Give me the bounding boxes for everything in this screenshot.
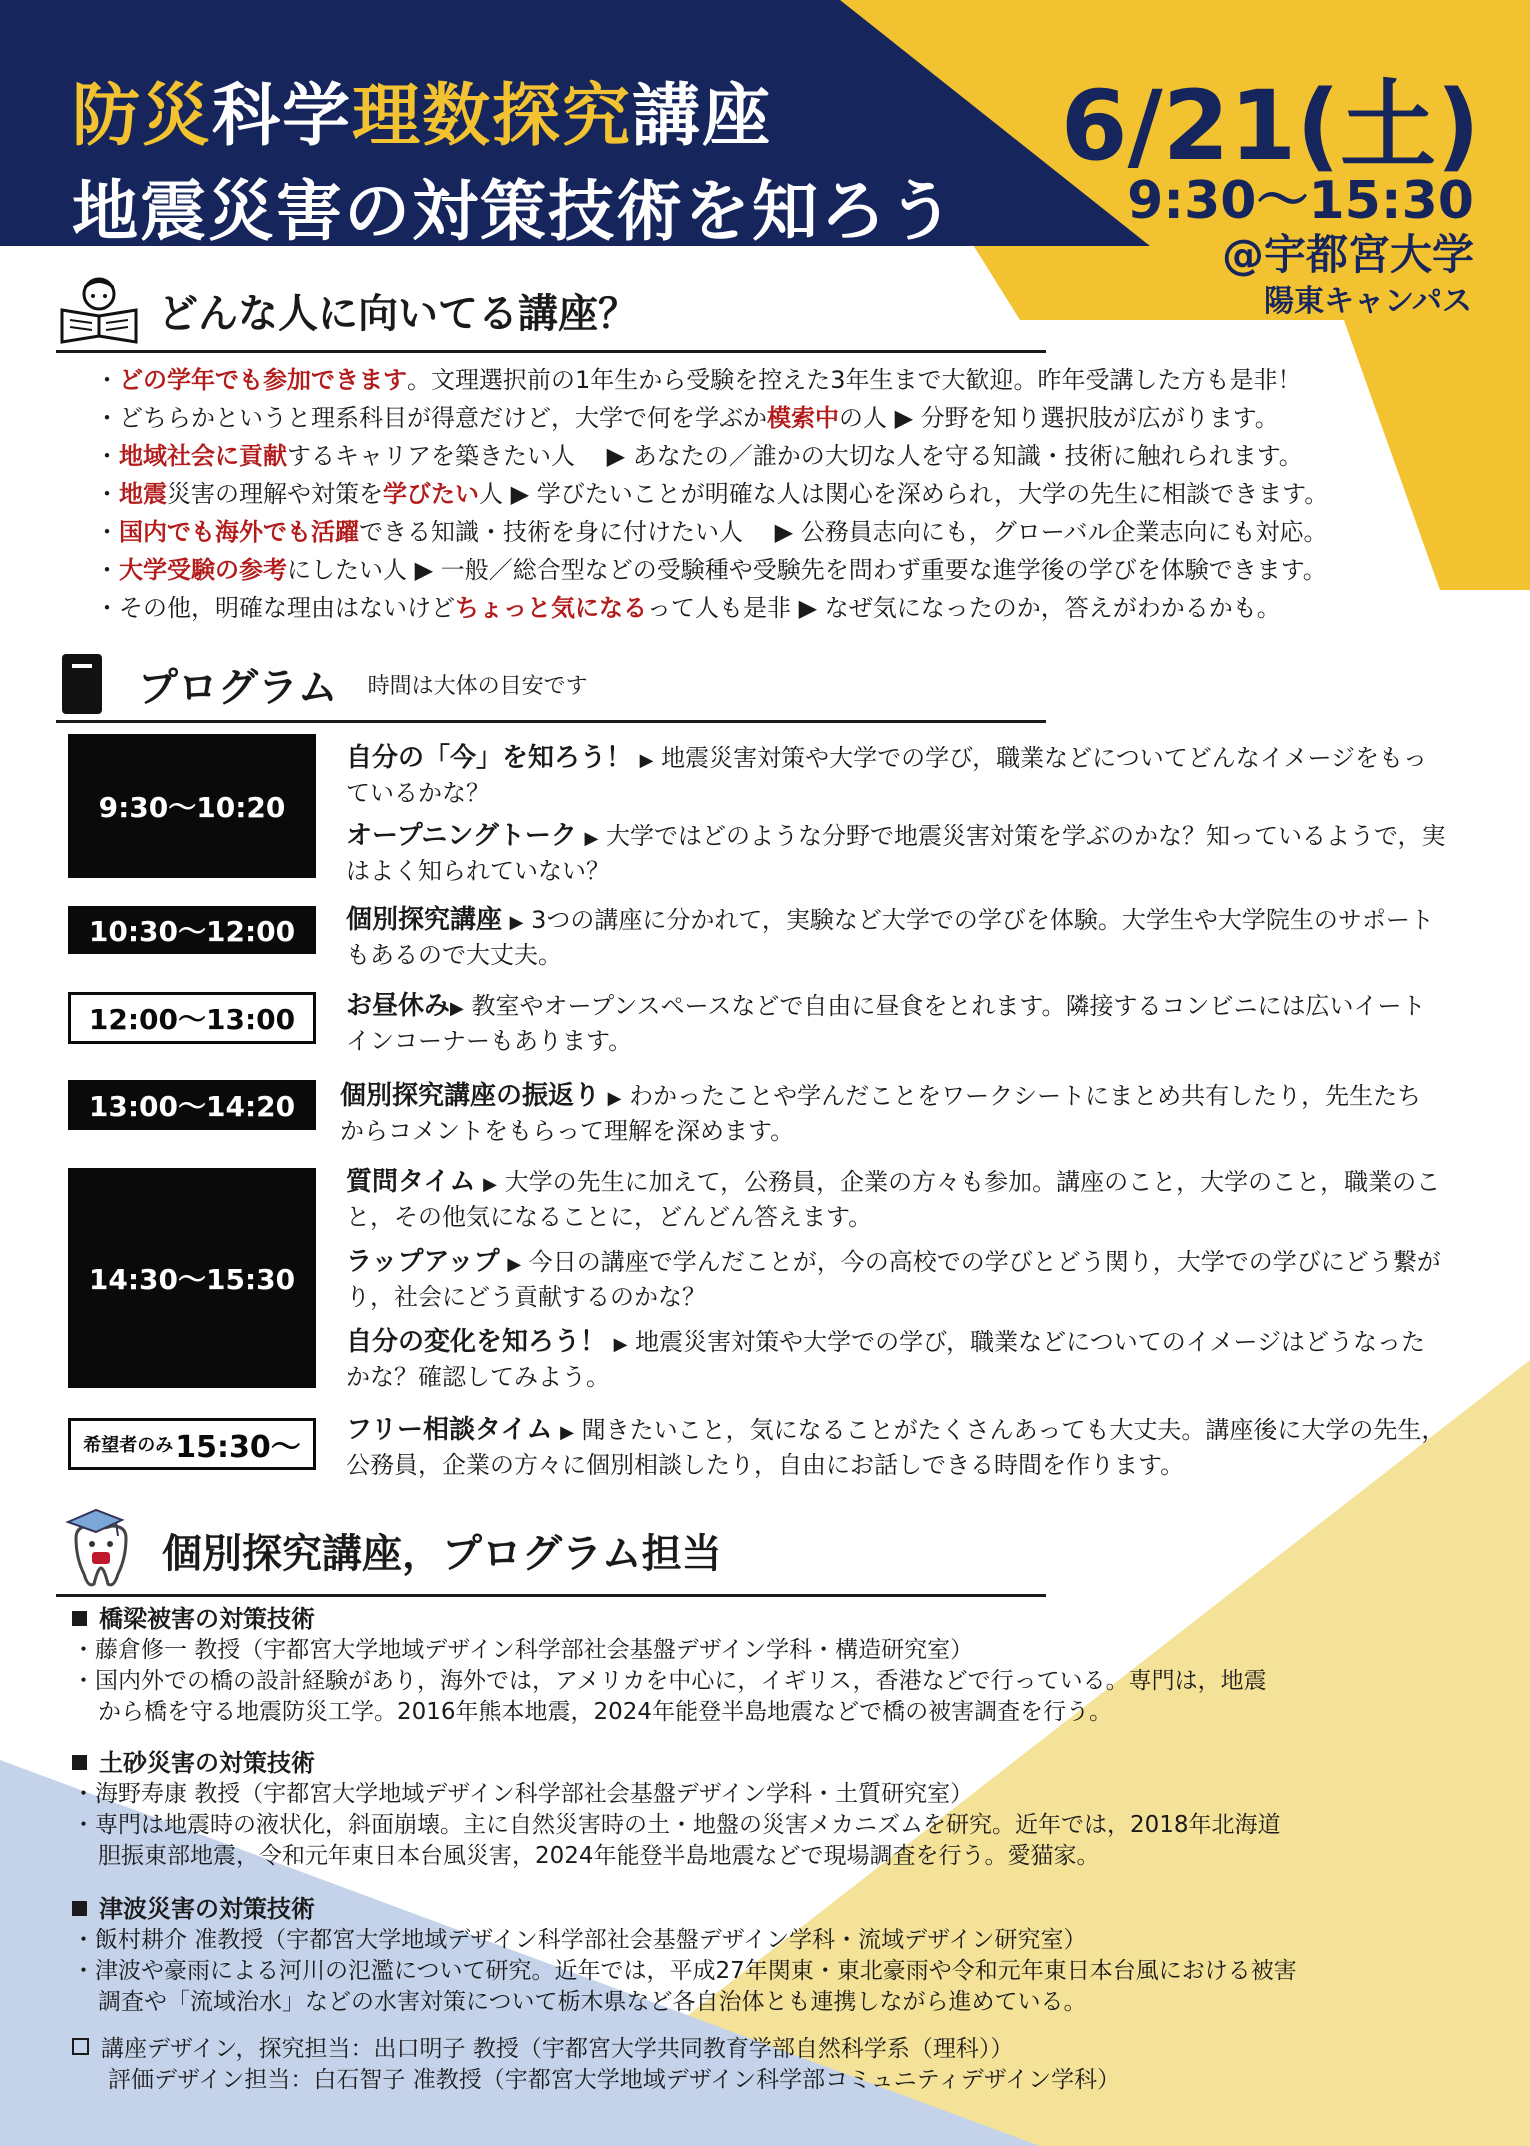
highlight-text: 学びたい <box>383 480 479 508</box>
bullet-text: って人も是非 ▶ なぜ気になったのか，答えがわかるかも。 <box>647 594 1281 622</box>
program-title: プログラム <box>138 664 338 711</box>
highlight-text: どの学年でも参加できます <box>119 366 407 394</box>
program-entry-3: 個別探究講座 ▶ 3つの講座に分かれて，実験など大学での学びを体験。大学生や大学院生のサポートもあるので大丈夫。 <box>346 905 1434 969</box>
document-icon <box>56 652 108 716</box>
bullet-text: ・どちらかというと理系科目が得意だけど，大学で何を学ぶか <box>95 404 767 432</box>
highlight-text: 地震 <box>119 480 167 508</box>
audience-bullet <box>95 400 1279 436</box>
highlight-text: 模索中 <box>767 404 839 432</box>
bullet-text: 。文理選択前の1年生から受験を控えた3年生まで大歓迎。昨年受講した方も是非！ <box>407 366 1302 394</box>
program-entry-1: 自分の「今」を知ろう！ ▶ 地震災害対策や大学での学び，職業などについてどんなイメージをもっているかな？ <box>346 743 1427 807</box>
entry-title: 自分の変化を知ろう！ <box>346 1327 607 1357</box>
entry-title: 個別探究講座の振返り <box>340 1081 601 1111</box>
time-slot-2: 10:30～12:00 <box>68 906 316 954</box>
program-entry-5: 個別探究講座の振返り ▶ わかったことや学んだことをワークシートにまとめ共有したり，先生たちからコメントをもらって理解を深めます。 <box>340 1081 1422 1145</box>
entry-text: 地震災害対策や大学での学び，職業などについてどんなイメージをもっているかな？ <box>346 744 1427 807</box>
bullet-text: 人 ▶ 学びたいことが明確な人は関心を深められ，大学の先生に相談できます。 <box>479 480 1329 508</box>
entry-text: 3つの講座に分かれて，実験など大学での学びを体験。大学生や大学院生のサポートもあるので大丈夫。 <box>346 906 1434 969</box>
main-title <box>72 62 772 159</box>
audience-bullet <box>95 362 1302 398</box>
entry-text: 地震災害対策や大学での学び，職業などについてのイメージはどうなったかな？確認してみよう。 <box>346 1328 1425 1391</box>
highlight-text: 大学受験の参考 <box>119 556 287 584</box>
course-title: 津波災害の対策技術 <box>99 1895 315 1923</box>
course-2 <box>72 1748 1281 1872</box>
bullet-text: にしたい人 ▶ 一般／総合型などの受験種や受験先を問わず重要な進学後の学びを体験できます。 <box>287 556 1327 584</box>
course-desc-1: ・専門は地震時の液状化，斜面崩壊。主に自然災害時の土・地盤の災害メカニズムを研究。近年では，2018年北海道 <box>72 1812 1281 1838</box>
course-1 <box>72 1604 1267 1728</box>
course-desc-1: ・津波や豪雨による河川の氾濫について研究。近年では，平成27年関東・東北豪雨や令和元年東日本台風における被害 <box>72 1958 1297 1984</box>
event-campus: 陽東キャンパス <box>1264 284 1472 319</box>
event-place: @宇都宮大学 <box>1221 230 1474 279</box>
highlight-text: ちょっと気になる <box>455 594 647 622</box>
audience-bullet <box>95 476 1328 512</box>
time-slot-4: 13:00～14:20 <box>68 1080 316 1130</box>
entry-title: 個別探究講座 <box>346 905 503 935</box>
design-credits <box>72 2034 1120 2096</box>
entry-text: 大学ではどのような分野で地震災害対策を学ぶのかな？知っているようで，実はよく知られていない？ <box>346 822 1446 885</box>
bullet-text: ・ <box>95 556 119 584</box>
courses-rule <box>56 1594 1046 1597</box>
program-entry-6: 質問タイム ▶ 大学の先生に加えて，公務員，企業の方々も参加。講座のこと，大学のこと，職業のこと，その他気になることに，どんどん答えます。 <box>346 1167 1441 1231</box>
entry-title: お昼休み <box>346 991 451 1021</box>
course-teacher: ・海野寿康 教授（宇都宮大学地域デザイン科学部社会基盤デザイン学科・土質研究室） <box>72 1781 974 1807</box>
entry-title: 自分の「今」を知ろう！ <box>346 743 633 773</box>
title-part-4: 講座 <box>632 77 773 156</box>
courses-title: 個別探究講座，プログラム担当 <box>162 1530 722 1577</box>
audience-bullet <box>95 438 1303 474</box>
entry-title: 質問タイム <box>346 1167 476 1197</box>
bullet-text: ・ <box>95 518 119 546</box>
course-teacher: ・飯村耕介 准教授（宇都宮大学地域デザイン科学部社会基盤デザイン学科・流域デザイン研究室） <box>72 1927 1087 1953</box>
audience-rule <box>56 350 1046 353</box>
entry-text: 聞きたいこと，気になることがたくさんあっても大丈夫。講座後に大学の先生，公務員，企業の方々に個別相談したり，自由にお話しできる時間を作ります。 <box>346 1416 1446 1479</box>
time-slot-3: 12:00～13:00 <box>68 992 316 1044</box>
bullet-text: するキャリアを築きたい人 ▶ あなたの／誰かの大切な人を守る知識・技術に触れられます。 <box>287 442 1303 470</box>
course-desc-2: 胆振東部地震，令和元年東日本台風災害，2024年能登半島地震などで現場調査を行う。愛猫家。 <box>98 1843 1100 1869</box>
title-part-2: 科学 <box>212 77 353 156</box>
event-time: 9:30～15:30 <box>1127 171 1474 231</box>
highlight-text: 地域社会に貢献 <box>119 442 287 470</box>
entry-text: 教室やオープンスペースなどで自由に昼食をとれます。隣接するコンビニには広いイートインコーナーもあります。 <box>346 992 1426 1055</box>
time-slot-6-time: 15:30～ <box>175 1430 301 1465</box>
title-part-3: 理数探究 <box>352 77 633 156</box>
highlight-text: 国内でも海外でも活躍 <box>119 518 359 546</box>
bullet-text: ・ <box>95 480 119 508</box>
title-part-1: 防災 <box>72 77 213 156</box>
design-credit-1: 講座デザイン，探究担当：出口明子 教授（宇都宮大学共同教育学部自然科学系（理科）） <box>101 2036 1014 2062</box>
course-desc-1: ・国内外での橋の設計経験があり，海外では，アメリカを中心に，イギリス，香港などで行っている。専門は，地震 <box>72 1668 1267 1694</box>
sub-title: 地震災害の対策技術を知ろう <box>72 173 956 250</box>
program-entry-2: オープニングトーク ▶ 大学ではどのような分野で地震災害対策を学ぶのかな？知っているようで，実はよく知られていない？ <box>346 821 1446 885</box>
bullet-text: 災害の理解や対策を <box>167 480 383 508</box>
audience-bullet <box>95 590 1281 626</box>
audience-bullet <box>95 514 1328 550</box>
time-slot-6 <box>68 1418 316 1470</box>
course-teacher: ・藤倉修一 教授（宇都宮大学地域デザイン科学部社会基盤デザイン学科・構造研究室） <box>72 1637 974 1663</box>
bullet-text: の人 ▶ 分野を知り選択肢が広がります。 <box>839 404 1279 432</box>
courses-header <box>56 1504 722 1596</box>
entry-text: 大学の先生に加えて，公務員，企業の方々も参加。講座のこと，大学のこと，職業のこと，その他気になることに，どんどん答えます。 <box>346 1168 1441 1231</box>
reading-person-icon <box>56 276 142 344</box>
entry-title: ラップアップ <box>346 1247 500 1277</box>
event-date: 6/21(土) <box>1060 70 1480 182</box>
course-title: 土砂災害の対策技術 <box>99 1749 315 1777</box>
time-slot-5: 14:30～15:30 <box>68 1168 316 1388</box>
entry-title: オープニングトーク <box>346 821 577 851</box>
time-slot-1: 9:30～10:20 <box>68 734 316 878</box>
program-entry-7: ラップアップ ▶ 今日の講座で学んだことが，今の高校での学びとどう関り，大学での学びにどう繋がり，社会にどう貢献するのかな？ <box>346 1247 1441 1311</box>
program-entry-4: お昼休み▶ 教室やオープンスペースなどで自由に昼食をとれます。隣接するコンビニには広いイートインコーナーもあります。 <box>346 991 1426 1055</box>
program-entry-9: フリー相談タイム ▶ 聞きたいこと，気になることがたくさんあっても大丈夫。講座後に大学の先生，公務員，企業の方々に個別相談したり，自由にお話しできる時間を作ります。 <box>346 1415 1446 1479</box>
bullet-text: できる知識・技術を身に付けたい人 ▶ 公務員志向にも，グローバル企業志向にも対応。 <box>359 518 1328 546</box>
program-header <box>56 652 588 716</box>
course-title: 橋梁被害の対策技術 <box>99 1605 315 1633</box>
audience-title: どんな人に向いてる講座？ <box>158 290 638 337</box>
entry-text: わかったことや学んだことをワークシートにまとめ共有したり，先生たちからコメントをもらって理解を深めます。 <box>340 1082 1422 1145</box>
program-rule <box>56 720 1046 723</box>
bullet-text: ・ <box>95 442 119 470</box>
course-desc-2: 調査や「流域治水」などの水害対策について栃木県など各自治体とも連携しながら進めている。 <box>98 1989 1087 2015</box>
design-credit-2: 評価デザイン担当：白石智子 准教授（宇都宮大学地域デザイン科学部コミュニティデザイン学科） <box>108 2067 1121 2093</box>
bullet-text: ・その他，明確な理由はないけど <box>95 594 455 622</box>
entry-text: 今日の講座で学んだことが，今の高校での学びとどう関り，大学での学びにどう繋がり，社会にどう貢献するのかな？ <box>346 1248 1441 1311</box>
bullet-text: ・ <box>95 366 119 394</box>
time-slot-6-prefix: 希望者のみ <box>83 1435 174 1456</box>
entry-title: フリー相談タイム <box>346 1415 553 1445</box>
course-3 <box>72 1894 1297 2018</box>
program-entry-8: 自分の変化を知ろう！ ▶ 地震災害対策や大学での学び，職業などについてのイメージはどうなったかな？確認してみよう。 <box>346 1327 1425 1391</box>
audience-header <box>56 276 638 344</box>
graduate-tooth-icon <box>56 1504 146 1596</box>
program-note: 時間は大体の目安です <box>367 673 588 699</box>
course-desc-2: から橋を守る地震防災工学。2016年熊本地震，2024年能登半島地震などで橋の被害調査を行う。 <box>98 1699 1113 1725</box>
audience-bullet <box>95 552 1327 588</box>
